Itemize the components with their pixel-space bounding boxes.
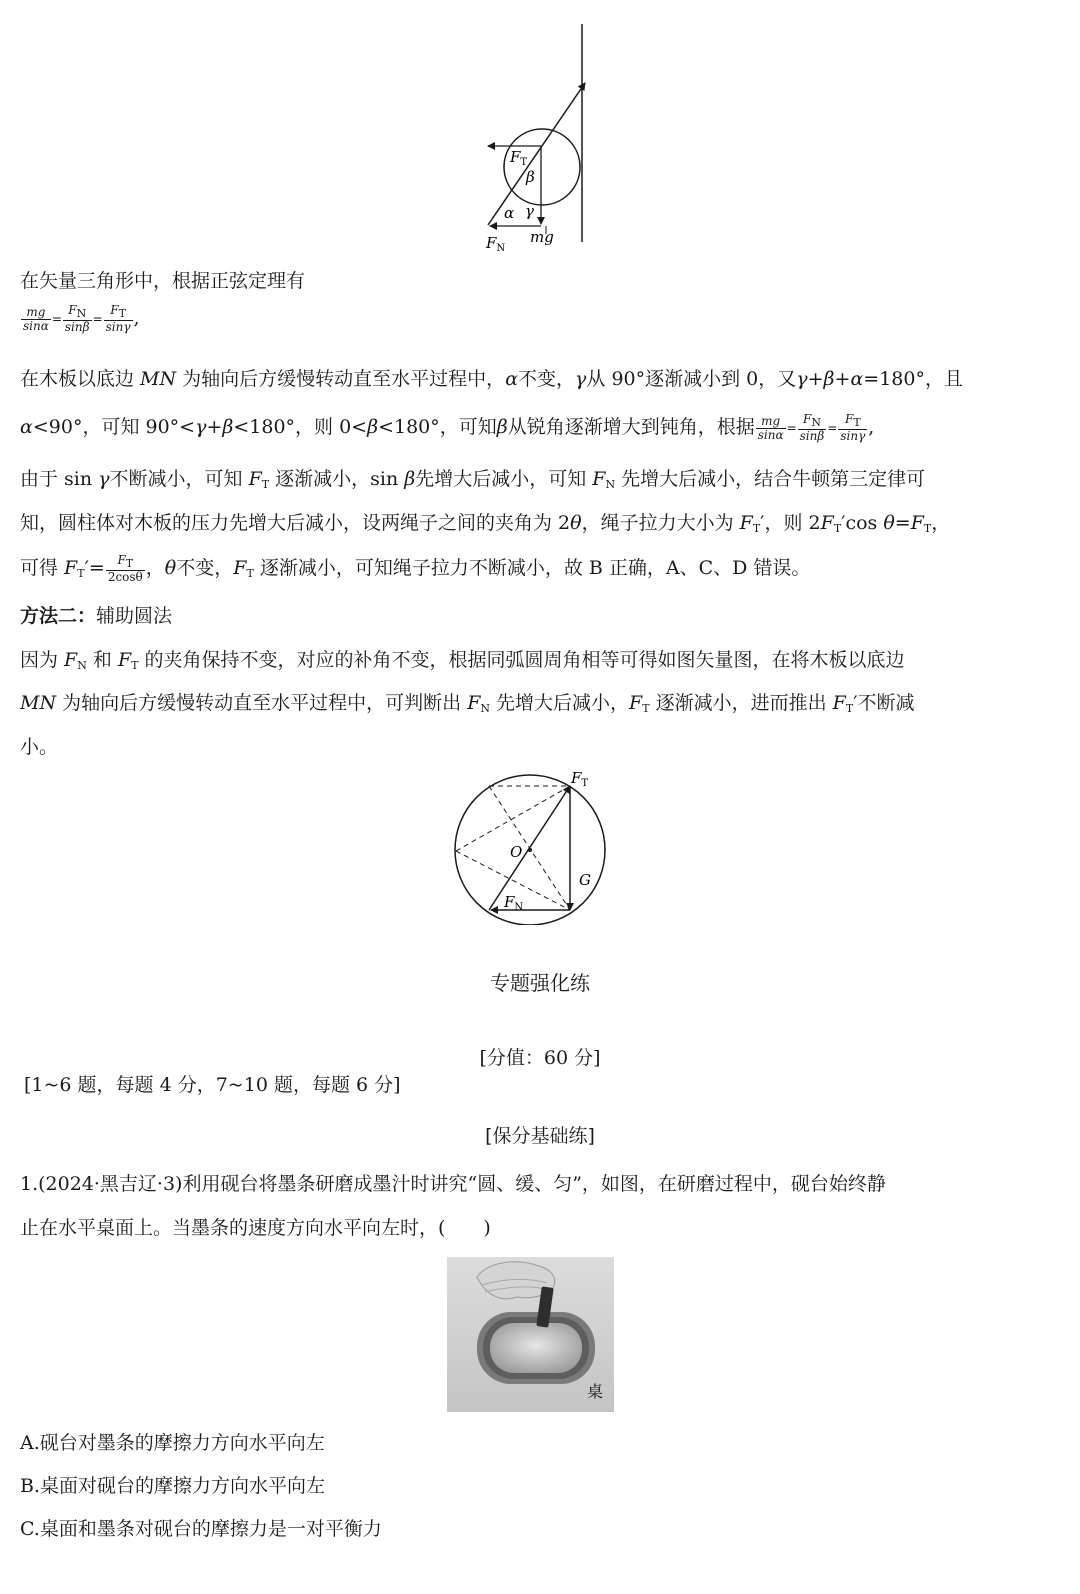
label-ft: $F_T$ [510, 148, 528, 168]
cylinder-circle [504, 129, 580, 205]
subsection-title: [保分基础练] [485, 1125, 595, 1147]
option-a: A.砚台对墨条的摩擦力方向水平向左 [20, 1432, 325, 1454]
paragraph-3-line-2: MN 为轴向后方缓慢转动直至水平过程中，可判断出 $F_N$ 先增大后减小，$F_T$ 逐渐减小，进而推出 $F_T'$不断减 [20, 692, 915, 715]
label-beta: β [526, 168, 535, 186]
option-b: B.桌面对砚台的摩擦力方向水平向左 [20, 1475, 326, 1497]
label-gamma: γ [525, 202, 534, 220]
paragraph-2-line-2: 知，圆柱体对木板的压力先增大后减小，设两绳子之间的夹角为 2θ，绳子拉力大小为 $F_T'$，则 $2F_T'\cos$ $\theta=F_T$， [20, 512, 951, 535]
dash-3 [456, 786, 570, 851]
photo-label-table: 桌 [587, 1382, 604, 1401]
paragraph-3-line-3: 小。 [20, 736, 59, 758]
score-total: [分值：60 分] [479, 1047, 601, 1069]
score-detail: [1~6 题，每题 4 分，7~10 题，每题 6 分] [24, 1074, 401, 1096]
label-fn-2: $F_N$ [504, 893, 524, 913]
inkstone-surface [490, 1323, 582, 1373]
equation-sine-law: $\frac{mg}{\sin\alpha}$ = $\frac{FN}{\sin\beta}$ = $\frac{FT}{\sin\gamma}$ , [23, 303, 140, 334]
question-1-line-2: 止在水平桌面上。当墨条的速度方向水平向左时，( ) [20, 1217, 491, 1239]
inkstone-photo [447, 1257, 614, 1412]
paragraph-2-line-3: 可得 $F_T'=$ $\frac{FT}{2\cos\theta}$ ，θ不变，$F_T$ 逐渐减小，可知绳子拉力不断减小，故 B 正确，A、C、D 错误。 [20, 553, 811, 584]
rope-line [488, 83, 585, 225]
label-ft-2: $F_T$ [571, 769, 589, 789]
center-point [528, 848, 532, 852]
text-sine-law-intro: 在矢量三角形中，根据正弦定理有 [20, 270, 306, 292]
method-2-heading: 方法二：辅助圆法 [20, 605, 173, 627]
option-c: C.桌面和墨条对砚台的摩擦力是一对平衡力 [20, 1518, 382, 1540]
section-title: 专题强化练 [490, 971, 590, 995]
paragraph-1-line-2: α<90°，可知 90°<γ+β<180°，则 0<β<180°，可知β从锐角逐渐增大到钝角，根据 $\frac{mg}{\sin\alpha}$ = $\frac{FN}{\sin\beta}$ = $\frac{FT}{\sin\gamma}$ , [20, 412, 875, 443]
paragraph-3-line-1: 因为 $F_N$ 和 $F_T$ 的夹角保持不变，对应的补角不变，根据同弧圆周角相等可得如图矢量图，在将木板以底边 [20, 649, 905, 672]
label-fn: $F_N$ [486, 234, 506, 252]
auxiliary-circle-diagram [440, 765, 610, 925]
label-g: G [579, 871, 591, 889]
label-o: O [510, 843, 523, 861]
question-1-line-1: 1.(2024·黑吉辽·3)利用砚台将墨条研磨成墨汁时讲究“圆、缓、匀”，如图，在研磨过程中，砚台始终静 [20, 1173, 886, 1195]
label-mg: mg [530, 228, 554, 246]
paragraph-2-line-1: 由于 sin γ不断减小，可知 $F_T$ 逐渐减小，sin β先增大后减小，可知 $F_N$ 先增大后减小，结合牛顿第三定律可 [20, 468, 926, 491]
paragraph-1-line-1: 在木板以底边 MN 为轴向后方缓慢转动直至水平过程中，α不变，γ从 90°逐渐减小到 0，又γ+β+α=180°，且 [20, 368, 963, 390]
label-alpha: α [504, 204, 515, 222]
force-diagram-1 [470, 20, 600, 252]
